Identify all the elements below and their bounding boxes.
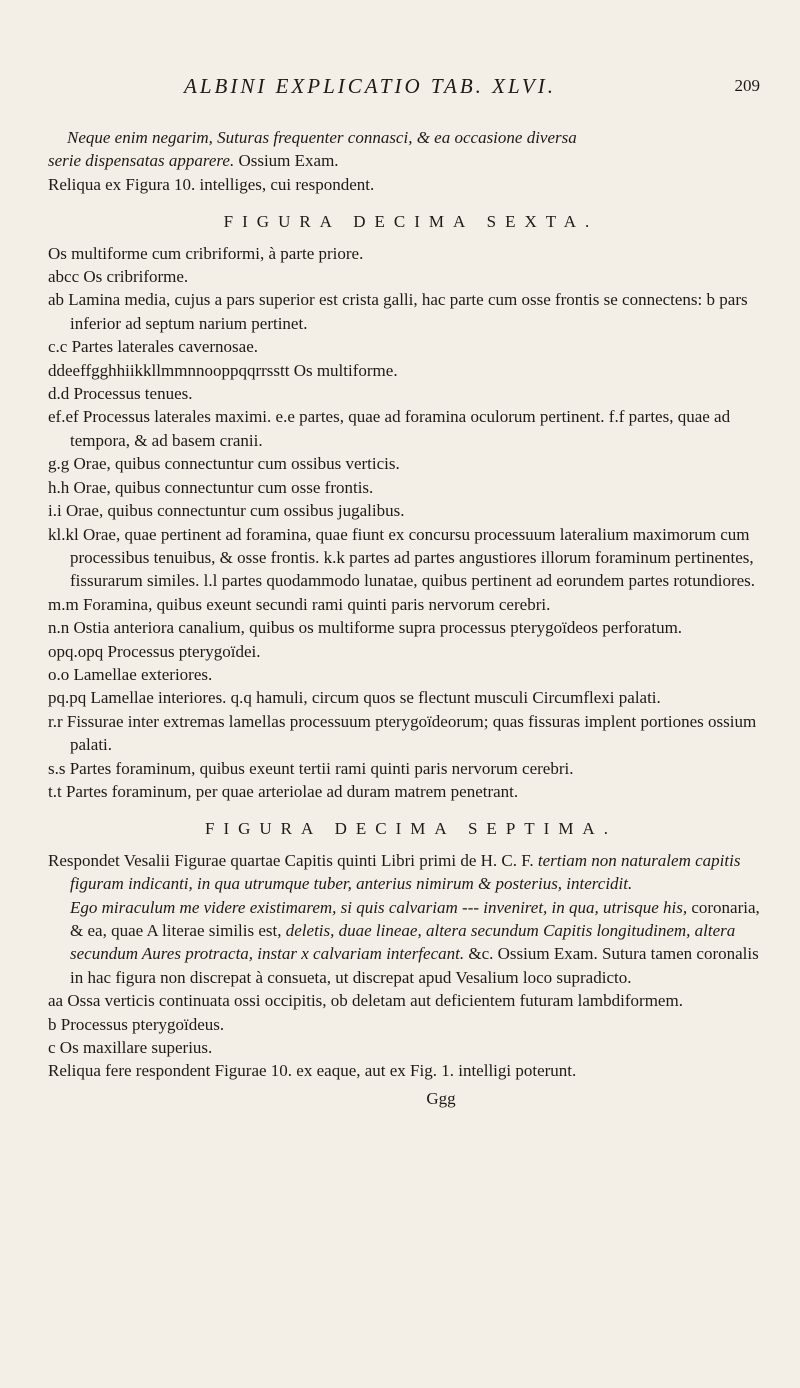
fig16-entry: m.m Foramina, quibus exeunt secundi rami quinti paris nervorum cerebri.	[48, 594, 551, 614]
running-header	[30, 74, 760, 104]
fig16-entry: kl.kl Orae, quae pertinent ad foramina, quae fiunt ex concursu processuum lateralium maximorum cum processibus tenuibus, & osse frontis. k.k partes ad partes angustiores illorum foraminum pertinentes, fissurarum similes. l.l partes quodammodo lunatae, quibus pertinent ad eorundem partes rotundiores.	[48, 524, 756, 591]
header-title: ALBINI EXPLICATIO TAB. XLVI.	[184, 74, 556, 98]
intro-line-2	[48, 149, 774, 172]
figure-16-heading: FIGURA DECIMA SEXTA.	[223, 212, 599, 232]
figure-17-paragraph	[48, 849, 774, 896]
figure-17-closing: Reliqua fere respondent Figurae 10. ex eaque, aut ex Fig. 1. intelligi poterunt.	[48, 1061, 577, 1081]
figure-17-quote	[48, 896, 774, 990]
fig16-entry: o.o Lamellae exteriores.	[48, 664, 213, 684]
fig16-entry: g.g Orae, quibus connectuntur cum ossibus verticis.	[48, 454, 400, 474]
fig16-entry: opq.opq Processus pterygoïdei.	[48, 641, 261, 661]
fig16-entry: c.c Partes laterales cavernosae.	[48, 337, 259, 357]
page-body	[48, 126, 774, 1110]
fig16-entry: d.d Processus tenues.	[48, 384, 193, 404]
fig16-entry: Os multiforme cum cribriformi, à parte priore.	[48, 243, 364, 263]
fig17-entry: aa Ossa verticis continuata ossi occipitis, ob deletam aut deficientem futuram lambdiformem.	[48, 991, 683, 1011]
page-number: 209	[734, 76, 760, 95]
fig16-entry: ef.ef Processus laterales maximi. e.e partes, quae ad foramina oculorum pertinent. f.f partes, quae ad tempora, & ad basem cranii.	[48, 407, 731, 450]
fig17-quote-plain-1: coronaria, & ea, quae A literae similis est,	[70, 897, 760, 940]
fig16-entry: ab Lamina media, cujus a pars superior est crista galli, hac parte cum osse frontis se connectens: b pars inferior ad septum narium pertinet.	[48, 290, 748, 333]
intro-line-3: Reliqua ex Figura 10. intelliges, cui respondent.	[48, 174, 375, 194]
fig16-entry: s.s Partes foraminum, quibus exeunt tertii rami quinti paris nervorum cerebri.	[48, 758, 574, 778]
fig16-entry: pq.pq Lamellae interiores. q.q hamuli, circum quos se flectunt musculi Circumflexi palati.	[48, 688, 661, 708]
fig17-entry: c Os maxillare superius.	[48, 1038, 213, 1058]
intro-line-2-italic: serie dispensatas apparere.	[48, 151, 235, 171]
fig17-entry: b Processus pterygoïdeus.	[48, 1014, 225, 1034]
fig17-para-plain: Respondet Vesalii Figurae quartae Capitis quinti Libri primi de H. C. F.	[48, 850, 534, 870]
fig16-entry: i.i Orae, quibus connectuntur cum ossibus jugalibus.	[48, 501, 405, 521]
signature-mark: Ggg	[426, 1088, 456, 1108]
fig17-quote-italic-2: deletis, duae lineae, altera secundum Capitis longitudinem, altera secundum Aures protracta, instar x calvariam interfecant.	[70, 921, 736, 964]
fig17-quote-italic-1: Ego miraculum me videre existimarem, si quis calvariam --- inveniret, in qua, utrisque his,	[70, 897, 688, 917]
fig16-entry: h.h Orae, quibus connectuntur cum osse frontis.	[48, 477, 374, 497]
fig16-entry: t.t Partes foraminum, per quae arteriolae ad duram matrem penetrant.	[48, 781, 519, 801]
figure-16-legend	[48, 242, 774, 804]
fig16-entry: ddeeffgghhiikkllmmnnooppqqrrsstt Os multiforme.	[48, 360, 398, 380]
fig17-para-italic: tertiam non naturalem capitis figuram indicanti, in qua utrumque tuber, anterius nimirum & posterius, intercidit.	[70, 850, 741, 894]
fig17-quote-plain-2: &c. Ossium Exam. Sutura tamen coronalis in hac figura non discrepat à consueta, ut discrepat apud Vesalium loco supradicto.	[70, 944, 759, 987]
intro-line-1: Neque enim negarim, Suturas frequenter connasci, & ea occasione diversa	[67, 128, 577, 147]
fig16-entry: n.n Ostia anteriora canalium, quibus os multiforme supra processus pterygoïdeos perforatum.	[48, 618, 683, 638]
fig16-entry: abcc Os cribriforme.	[48, 267, 189, 287]
figure-17-legend	[48, 989, 774, 1059]
fig16-entry: r.r Fissurae inter extremas lamellas processuum pterygoïdeorum; quas fissuras implent portiones ossium palati.	[48, 711, 757, 755]
intro-line-2-tail: Ossium Exam.	[238, 151, 339, 171]
figure-17-heading: FIGURA DECIMA SEPTIMA.	[205, 819, 617, 839]
